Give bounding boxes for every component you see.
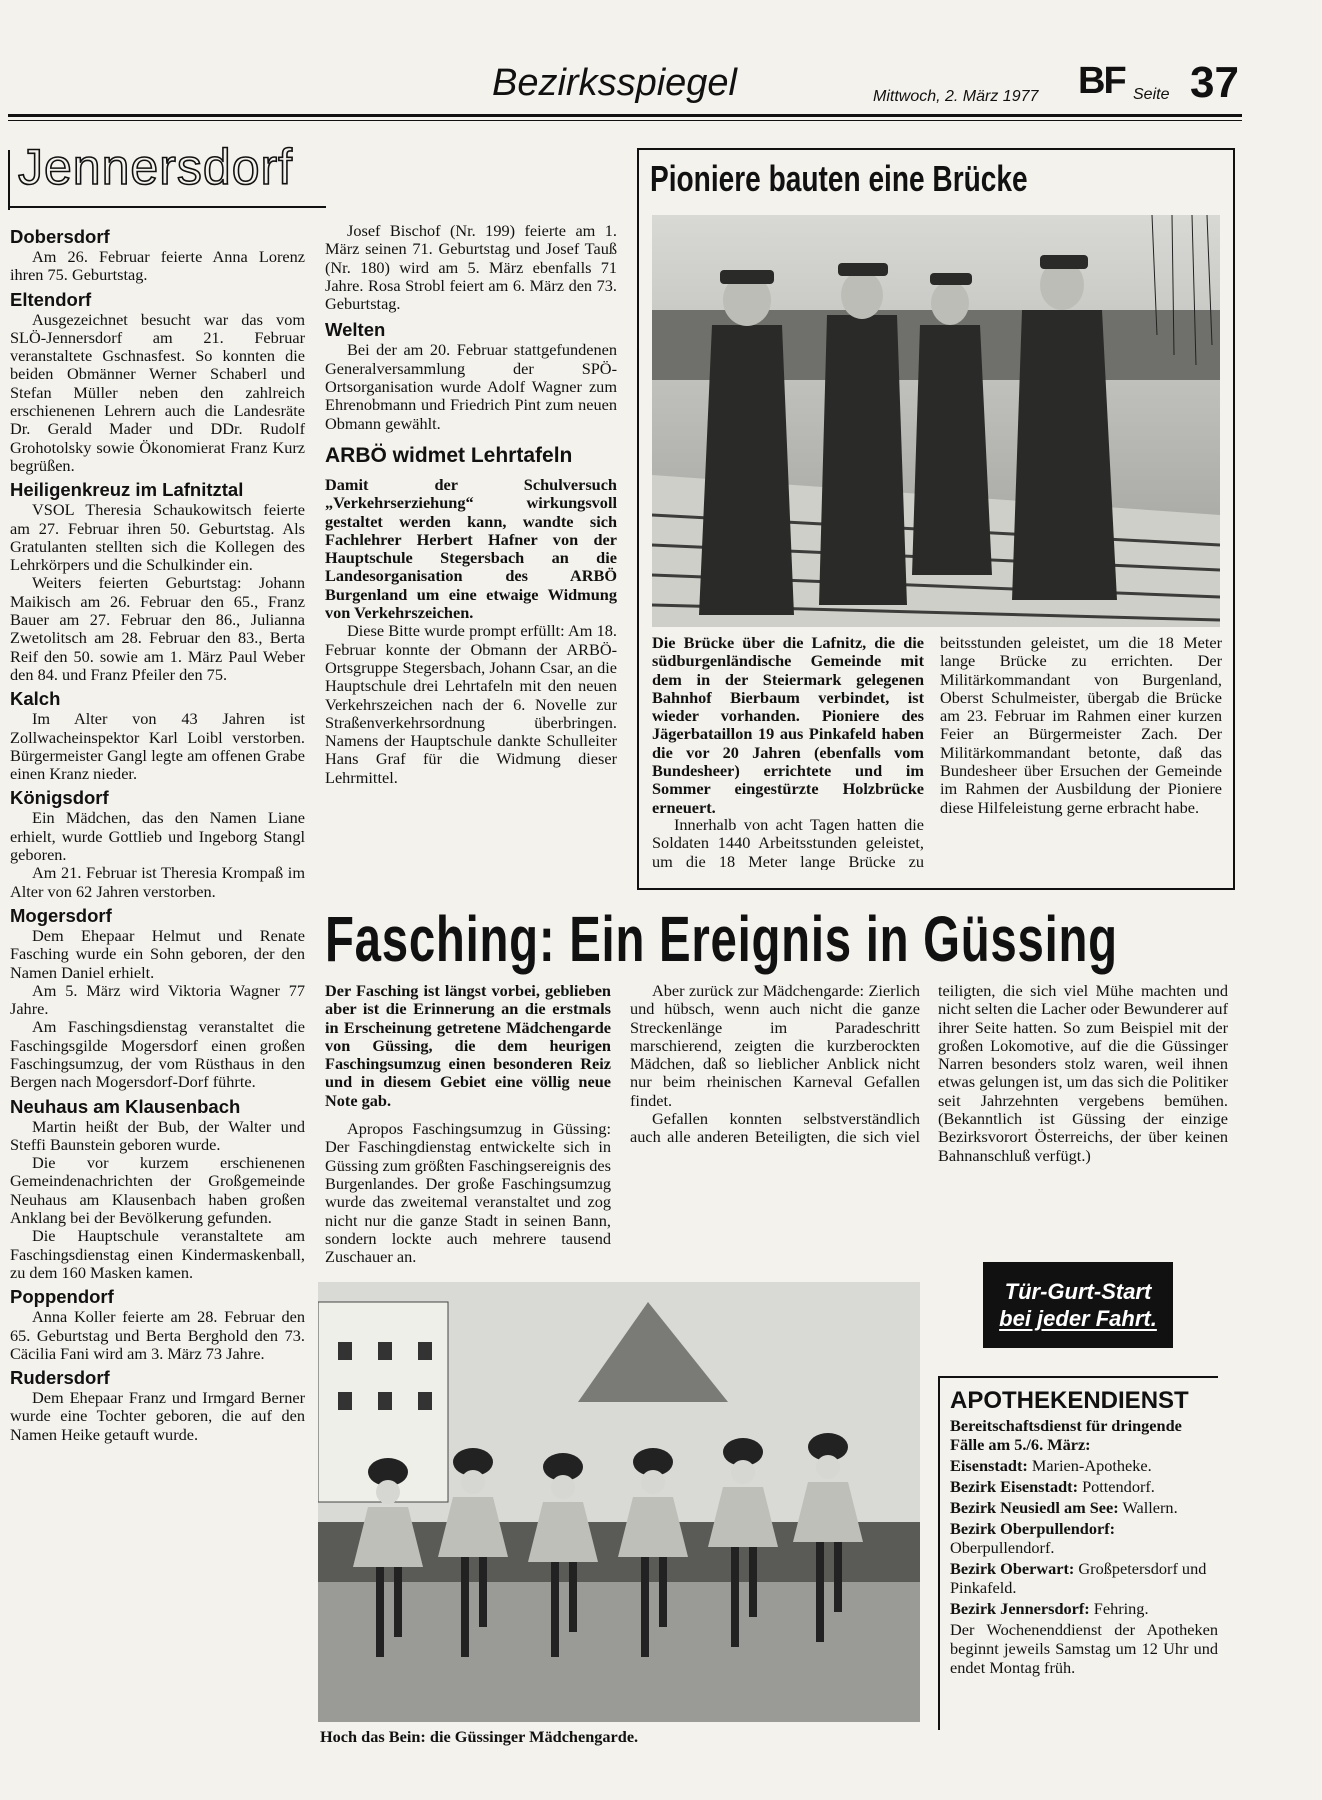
fasching-headline: Fasching: Ein Ereignis in Güssing — [325, 903, 1118, 975]
entry-label: Bezirk Oberwart: — [950, 1559, 1075, 1578]
bridge-box-right — [1233, 148, 1235, 890]
seatbelt-ad — [983, 1262, 1173, 1348]
pharmacy-entry — [950, 1477, 1218, 1496]
paragraph: VSOL Theresia Schaukowitsch feierte am 27. Februar ihren 50. Geburtstag. Als Gratulanten stellten sich die Kollegen des Lehrkörpers und die Schulkinder ein. — [10, 500, 305, 575]
paragraph: Martin heißt der Bub, der Walter und Steffi Baunstein geboren wurde. — [10, 1116, 305, 1154]
entry-label: Eisenstadt: — [950, 1456, 1028, 1475]
paragraph: Im Alter von 43 Jahren ist Zollwacheinspektor Karl Loibl verstorben. Bürgermeister Gangl legte am offenen Grabe einen Kranz nieder. — [10, 709, 305, 784]
entry-value: Großpetersdorf und Pinkafeld. — [950, 1559, 1207, 1597]
heading-mogersdorf: Mogersdorf — [10, 904, 112, 926]
lead-paragraph: Damit der Schulversuch „Verkehrserziehung“ wirkungsvoll gestaltet werden kann, wandte sich Fachlehrer Herbert Hafner von der Hauptschule Stegersbach an die Landesorganisation des ARBÖ Burgenland um eine etwaige Widmung von Verkehrszeichen. — [325, 474, 617, 623]
entry-value: Pottendorf. — [1082, 1477, 1155, 1496]
paragraph: Diese Bitte wurde prompt erfüllt: Am 18. Februar konnte der Obmann der ARBÖ-Ortsgruppe Stegersbach, Johann Csar, an die Hauptschule drei Lehrtafeln mit den neuen Verkehrszeichen nach der 6. Novelle zur Straßenverkehrsordnung überbringen. Namens der Hauptschule dankte Schulleiter Hans Graf für die Widmung dieser Lehrmittel. — [325, 621, 617, 787]
entry-label: Bezirk Oberpullendorf: — [950, 1519, 1116, 1538]
header-rule-thin — [8, 120, 1242, 121]
page-number: 37 — [1190, 58, 1239, 107]
bridge-photo — [652, 215, 1220, 627]
fasching-col-2 — [630, 982, 920, 1146]
bridge-body-cont — [940, 634, 1222, 817]
pharmacy-entry — [950, 1519, 1218, 1557]
fasching-col-1 — [325, 982, 611, 1266]
bridge-body — [652, 816, 924, 870]
soldiers-on-bridge-image — [652, 215, 1220, 627]
heading-welten: Welten — [325, 319, 386, 341]
girls-guard-image — [318, 1282, 920, 1722]
entry-label: Bezirk Eisenstadt: — [950, 1477, 1078, 1496]
paragraph: Ein Mädchen, das den Namen Liane erhielt, wurde Gottlieb und Ingeborg Stangl geboren. — [10, 808, 305, 865]
column-local-news-2 — [325, 222, 617, 787]
paragraph: Innerhalb von acht Tagen hatten die Soldaten 1440 Arbeitsstunden geleistet, um die 18 Meter lange Brücke zu — [652, 816, 924, 870]
paragraph: Ausgezeichnet besucht war das vom SLÖ-Jennersdorf am 21. Februar veranstaltete Gschnasfest. So konnten die beiden Obmänner Werner Schaberl und Stefan Müller neben den zahlreich erschienenen Lehrern auch die Landesräte Dr. Gerald Mader und DDr. Rudolf Grohotolsky sowie Ökonomierat Franz Kurz begrüßen. — [10, 309, 305, 475]
entry-label: Bezirk Neusiedl am See: — [950, 1498, 1119, 1517]
pharmacy-title: APOTHEKENDIENST — [950, 1387, 1189, 1414]
paragraph: Dem Ehepaar Helmut und Renate Fasching wurde ein Sohn geboren, der den Namen Daniel erhielt. — [10, 925, 305, 982]
bridge-box-top — [637, 148, 1235, 150]
paragraph: Am 26. Februar feierte Anna Lorenz ihren 75. Geburtstag. — [10, 247, 305, 285]
heading-arboe: ARBÖ widmet Lehrtafeln — [325, 443, 573, 467]
paragraph: Am Faschingsdienstag veranstaltet die Faschingsgilde Mogersdorf einen großen Faschingsumzug, der vom Rüsthaus in den Bergen nach Mogersdorf-Dorf führte. — [10, 1017, 305, 1092]
pharmacy-duty-box — [938, 1376, 1218, 1730]
department-title: Jennersdorf — [18, 139, 294, 195]
section-title: Bezirksspiegel — [492, 62, 737, 104]
ad-line-1: Tür-Gurt-Start — [1004, 1279, 1152, 1304]
paragraph: Josef Bischof (Nr. 199) feierte am 1. März seinen 71. Geburtstag und Josef Tauß (Nr. 180) wird am 5. März ebenfalls 71 Jahre. Rosa Strobl feiert am 6. März den 73. Geburtstag. — [325, 221, 617, 314]
paragraph: Anna Koller feierte am 28. Februar den 65. Geburtstag und Berta Berghold den 73. Cäcilia Fani wird am 3. März 73 Jahre. — [10, 1307, 305, 1363]
heading-rudersdorf: Rudersdorf — [10, 1367, 110, 1389]
parade-photo — [318, 1282, 920, 1722]
department-rule — [8, 206, 326, 208]
ad-line-2: bei jeder Fahrt. — [999, 1306, 1157, 1331]
pharmacy-note: Der Wochenenddienst der Apotheken beginnt jeweils Samstag um 12 Uhr und endet Montag früh. — [950, 1620, 1218, 1677]
paragraph: Die vor kurzem erschienenen Gemeindenachrichten der Großgemeinde Neuhaus am Klausenbach haben großen Anklang bei der Bevölkerung gefunden. — [10, 1153, 305, 1228]
left-border — [8, 150, 10, 210]
entry-value: Marien-Apotheke. — [1031, 1456, 1152, 1475]
lead-paragraph: Der Fasching ist längst vorbei, geblieben aber ist die Erinnerung an die erstmals in Erscheinung getretene Mädchengarde von Güssing, die dem heurigen Faschingsumzug einen besonderen Reiz und in diesem Gebiet eine völlig neue Note gab. — [325, 981, 611, 1110]
heading-dobersdorf: Dobersdorf — [10, 226, 110, 247]
heading-poppendorf: Poppendorf — [10, 1286, 114, 1308]
pharmacy-intro: Bereitschaftsdienst für dringende Fälle am 5./6. März: — [950, 1416, 1182, 1454]
pharmacy-entry — [950, 1498, 1218, 1517]
entry-label: Bezirk Jennersdorf: — [950, 1599, 1090, 1618]
paragraph: Bei der am 20. Februar stattgefundenen Generalversammlung der SPÖ-Ortsorganisation wurde Adolf Wagner zum Ehrenobmann und Friedrich Pint zum neuen Obmann gewählt. — [325, 340, 617, 433]
entry-value: Oberpullendorf. — [950, 1538, 1055, 1557]
bridge-box-bottom — [637, 888, 1235, 890]
issue-date: Mittwoch, 2. März 1977 — [873, 88, 1039, 105]
paragraph: Gefallen konnten selbstverständlich auch alle anderen Beteiligten, die sich viel — [630, 1110, 920, 1147]
newspaper-logo: BF — [1078, 60, 1125, 102]
header-rule — [8, 114, 1242, 117]
paragraph: Weiters feierten Geburtstag: Johann Maikisch am 26. Februar den 65., Franz Bauer am 27. Februar den 86., Julianna Zwetolitsch am 28. Februar den 83., Berta Reif den 50. sowie am 1. März Paul Weber den 84. und Franz Pfeiler den 75. — [10, 573, 305, 684]
heading-eltendorf: Eltendorf — [10, 288, 92, 310]
paragraph: Am 21. Februar ist Theresia Krompaß im Alter von 62 Jahren verstorben. — [10, 863, 305, 901]
bridge-box-left — [637, 148, 639, 890]
paragraph: Am 5. März wird Viktoria Wagner 77 Jahre. — [10, 980, 305, 1019]
paragraph-continued: beitsstunden geleistet, um die 18 Meter lange Brücke zu errichten. Der Militärkommandant von Burgenland, Oberst Schulmeister, übergab die Brücke am 23. Februar im Rahmen einer kurzen Feier an Bürgermeister Zach. Der Militärkommandant betonte, daß das Bundesheer über Ersuchen der Gemeinde im Rahmen der Ausbildung der Pioniere diese Hilfeleistung gerne erbracht habe. — [940, 633, 1222, 817]
paragraph: Dem Ehepaar Franz und Irmgard Berner wurde eine Tochter geboren, die auf den Namen Heike getauft wurde. — [10, 1388, 305, 1444]
paragraph: Apropos Faschingsumzug in Güssing: Der Faschingdienstag entwickelte sich in Güssing zum größten Faschingsereignis des Burgenlandes. Der große Faschingsumzug wurde das zweitemal veranstaltet und zog nicht nur die ganze Stadt in seinen Bann, sondern lockte auch mehrere tausend Zuschauer an. — [325, 1119, 611, 1267]
pharmacy-entry — [950, 1559, 1218, 1597]
paragraph-continued: teiligten, die sich viel Mühe machten und nicht selten die Lacher oder Bewunderer auf ihrer Seite hatten. So zum Beispiel mit der großen Lokomotive, auf die die Güssinger Narren besonders stolz waren, weil ihnen etwas gelungen ist, um das sich die Politiker seit Jahrzehnten vergebens bemühen. (Bekanntlich ist Güssing der einzige Bezirksvorort Österreichs, der über keinen Bahnanschluß verfügt.) — [938, 981, 1228, 1165]
heading-kalch: Kalch — [10, 688, 61, 710]
paragraph: Die Hauptschule veranstaltete am Faschingsdienstag einen Kindermaskenball, zu dem 160 Masken kamen. — [10, 1226, 305, 1282]
heading-koenigsdorf: Königsdorf — [10, 787, 109, 809]
entry-value: Fehring. — [1093, 1599, 1149, 1618]
pharmacy-entry — [950, 1599, 1218, 1618]
column-local-news — [10, 222, 305, 1444]
pharmacy-entry — [950, 1456, 1218, 1475]
page-label: Seite — [1133, 86, 1170, 103]
fasching-col-3 — [938, 982, 1228, 1165]
heading-neuhaus: Neuhaus am Klausenbach — [10, 1095, 241, 1117]
entry-value: Wallern. — [1122, 1498, 1178, 1517]
bridge-lead: Die Brücke über die Lafnitz, die die südburgenländische Gemeinde mit dem in der Steiermark gelegenen Bahnhof Bierbaum verbindet, ist wieder vorhanden. Pioniere des Jägerbataillon 19 aus Pinkafeld haben die vor 20 Jahren (ebenfalls vom Bundesheer) errichtete und im Sommer eingestürzte Holzbrücke erneuert. — [652, 633, 924, 817]
parade-caption: Hoch das Bein: die Güssinger Mädchengarde. — [320, 1727, 639, 1746]
paragraph: Aber zurück zur Mädchengarde: Zierlich und hübsch, wenn auch nicht die ganze Streckenlänge im Paradeschritt marschierend, zeigten die kurzberockten Mädchen, daß so lieblicher Anblick nicht nur beim rheinischen Karneval Gefallen findet. — [630, 981, 920, 1110]
bridge-headline: Pioniere bauten eine Brücke — [650, 158, 1028, 199]
heading-heiligenkreuz: Heiligenkreuz im Lafnitztal — [10, 479, 244, 501]
